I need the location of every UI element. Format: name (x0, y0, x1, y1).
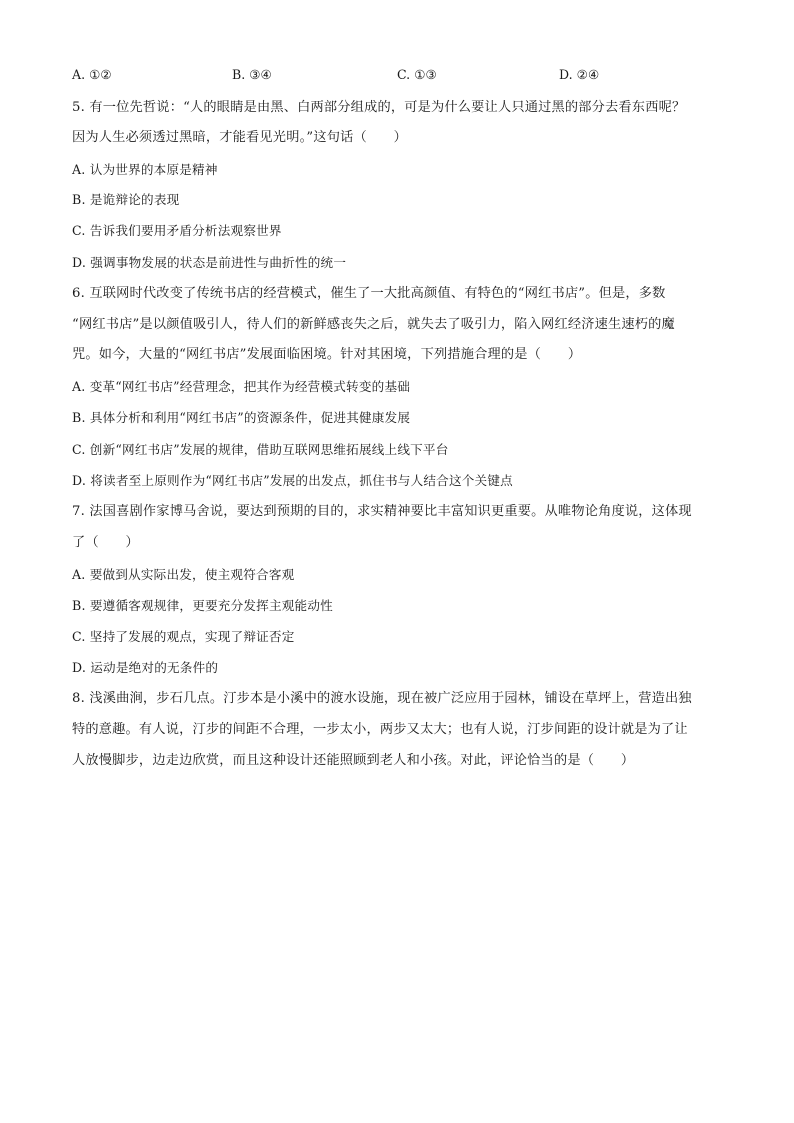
q6-option-a: A. 变革“网红书店”经营理念，把其作为经营模式转变的基础 (72, 379, 411, 394)
q6-stem-line-3: 咒。如今，大量的“网红书店”发展面临困境。针对其困境，下列措施合理的是（ ） (72, 347, 582, 362)
q7-stem-line-1: 7. 法国喜剧作家博马舍说，要达到预期的目的，求实精神要比丰富知识更重要。从唯物论角度说，这体现 (72, 504, 692, 519)
q8-stem-line-2: 特的意趣。有人说，汀步的间距不合理，一步太小，两步又太大；也有人说，汀步间距的设计就是为了让 (72, 722, 688, 737)
q6-stem-line-1: 6. 互联网时代改变了传统书店的经营模式，催生了一大批高颜值、有特色的“网红书店”。但是，多数 (72, 286, 666, 301)
q4-option-b: B. ③④ (232, 67, 272, 82)
q4-option-c: C. ①③ (397, 67, 437, 82)
q5-stem-line-1: 5. 有一位先哲说：“人的眼睛是由黑、白两部分组成的，可是为什么要让人只通过黑的部分去看东西呢？ (72, 100, 686, 115)
q4-option-d: D. ②④ (559, 67, 600, 82)
q7-option-b: B. 要遵循客观规律，更要充分发挥主观能动性 (72, 598, 333, 613)
q7-option-a: A. 要做到从实际出发，使主观符合客观 (72, 567, 295, 582)
q7-option-d: D. 运动是绝对的无条件的 (72, 660, 219, 675)
q4-option-a: A. ①② (72, 67, 112, 82)
q6-stem-line-2: “网红书店”是以颜值吸引人，待人们的新鲜感丧失之后，就失去了吸引力，陷入网红经济速生速朽的魔 (72, 317, 675, 332)
q5-option-c: C. 告诉我们要用矛盾分析法观察世界 (72, 223, 282, 238)
q5-option-d: D. 强调事物发展的状态是前进性与曲折性的统一 (72, 255, 347, 270)
q6-option-c: C. 创新“网红书店”发展的规律，借助互联网思维拓展线上线下平台 (72, 442, 449, 457)
q6-option-b: B. 具体分析和利用“网红书店”的资源条件，促进其健康发展 (72, 410, 411, 425)
q5-option-a: A. 认为世界的本原是精神 (72, 162, 218, 177)
q5-stem-line-2: 因为人生必须透过黑暗，才能看见光明。”这句话（ ） (72, 130, 408, 145)
q5-option-b: B. 是诡辩论的表现 (72, 192, 180, 207)
q4-options-row (72, 66, 632, 84)
q8-stem-line-3: 人放慢脚步，边走边欣赏，而且这种设计还能照顾到老人和小孩。对此，评论恰当的是（ ） (72, 753, 635, 768)
q7-option-c: C. 坚持了发展的观点，实现了辩证否定 (72, 629, 295, 644)
q6-option-d: D. 将读者至上原则作为“网红书店”发展的出发点，抓住书与人结合这个关键点 (72, 473, 513, 488)
q7-stem-line-2: 了（ ） (72, 535, 139, 550)
q8-stem-line-1: 8. 浅溪曲涧，步石几点。汀步本是小溪中的渡水设施，现在被广泛应用于园林，铺设在草坪上，营造出独 (72, 691, 692, 706)
